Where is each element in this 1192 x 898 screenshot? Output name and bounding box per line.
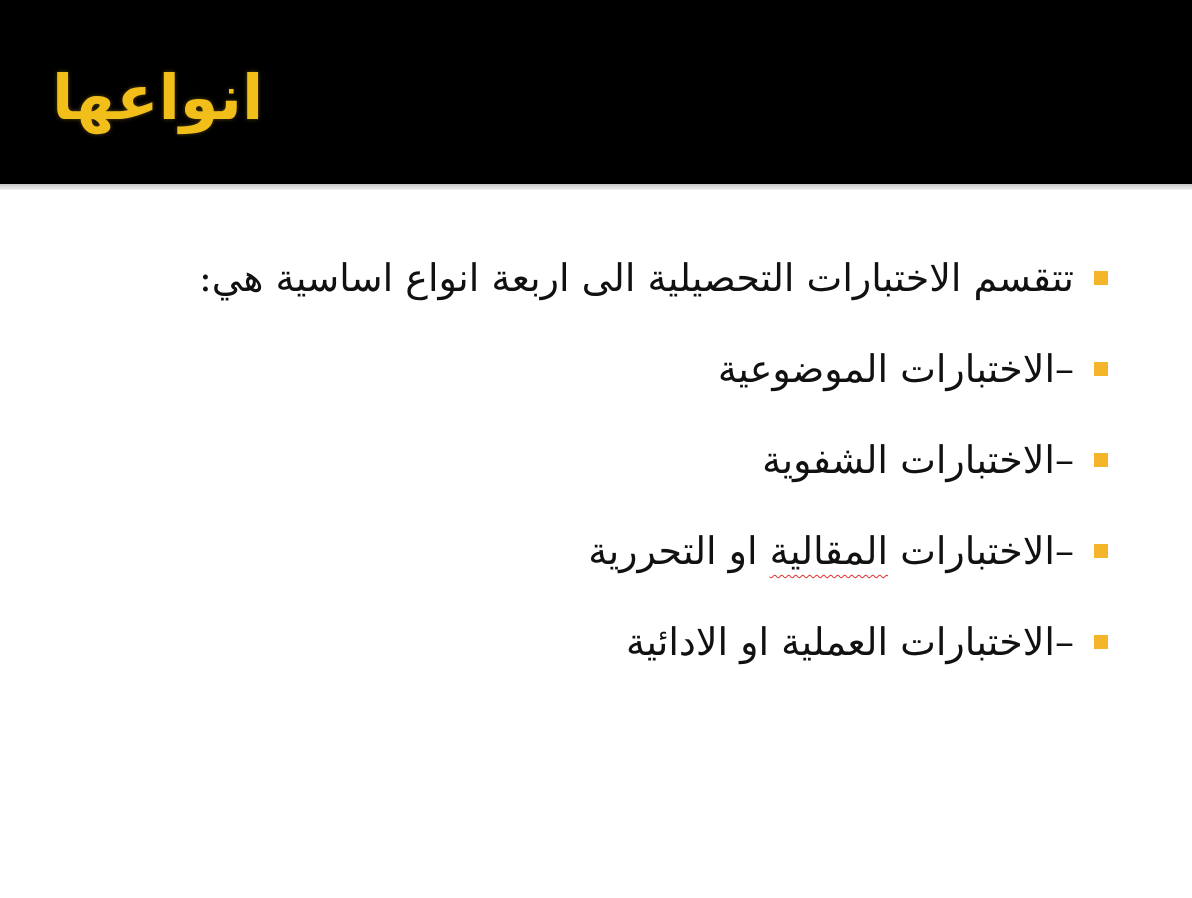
bullet-text-start: –الاختبارات (888, 529, 1074, 573)
bullet-text-end: او التحررية (588, 529, 770, 573)
slide-title: انواعها (52, 61, 264, 134)
list-item (108, 520, 1108, 582)
list-item (108, 338, 1108, 400)
list-item (108, 611, 1108, 673)
list-item (108, 247, 1108, 309)
square-bullet-icon (1094, 635, 1108, 649)
square-bullet-icon (1094, 271, 1108, 285)
title-divider (0, 184, 1192, 190)
list-item (108, 429, 1108, 491)
bullet-text (588, 520, 1074, 582)
bullet-text: –الاختبارات الموضوعية (717, 347, 1074, 391)
bullet-text: تتقسم الاختبارات التحصيلية الى اربعة انواع اساسية هي: (198, 256, 1074, 300)
square-bullet-icon (1094, 544, 1108, 558)
spellcheck-flagged-word[interactable]: المقالية (769, 529, 888, 573)
bullet-text: –الاختبارات العملية او الادائية (625, 620, 1074, 664)
square-bullet-icon (1094, 362, 1108, 376)
bullet-list (108, 247, 1108, 702)
bullet-text: –الاختبارات الشفوية (762, 438, 1074, 482)
square-bullet-icon (1094, 453, 1108, 467)
